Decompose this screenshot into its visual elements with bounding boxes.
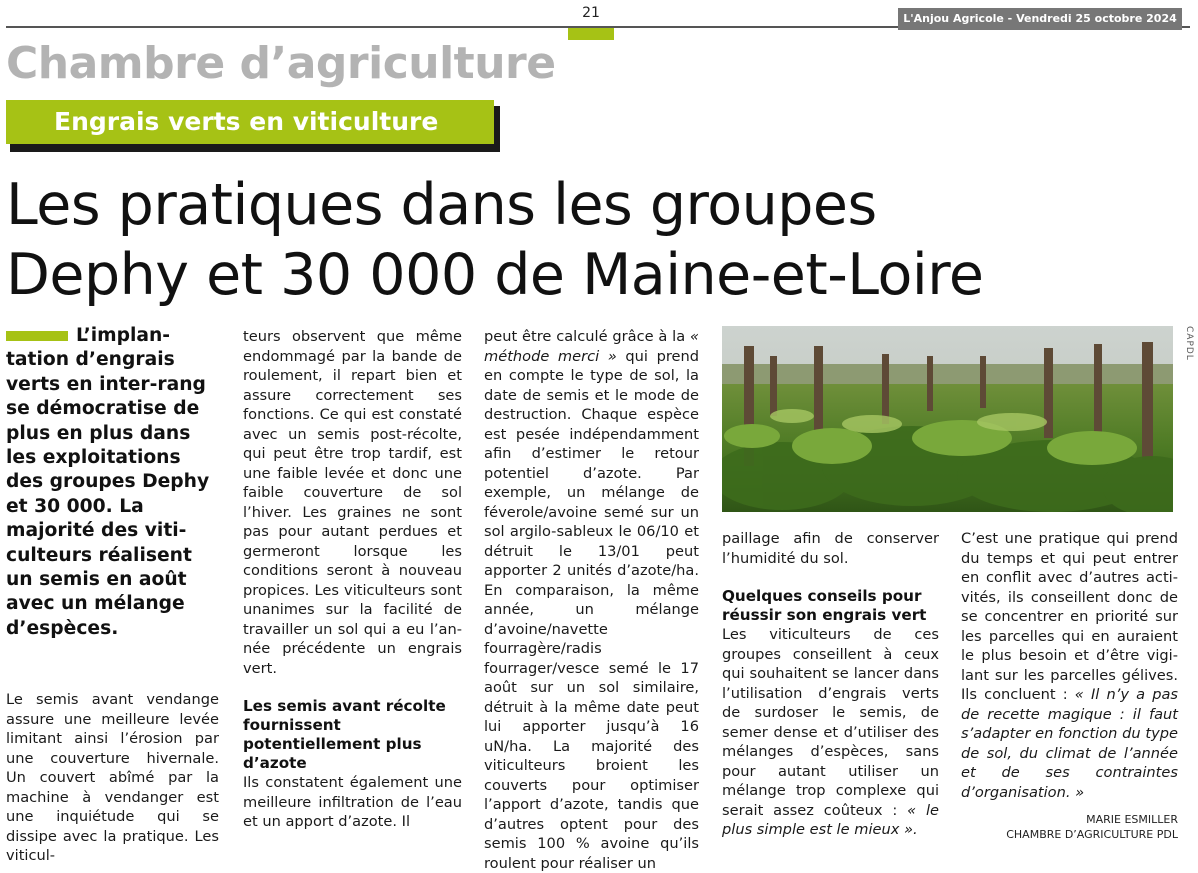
quote-conclusion: « Il n’y a pas de recette magique : il faut s’adapter en fonction du type de sol, du climat de l’année et de ses contraintes d’organisation. » xyxy=(961,686,1179,801)
signature xyxy=(961,812,1178,842)
masthead: L'Anjou Agricole - Vendredi 25 octobre 2024 xyxy=(898,8,1182,30)
kicker: Engrais verts en viticulture xyxy=(6,100,494,144)
column-2 xyxy=(243,327,462,832)
column-5-text: C’est une pratique qui prend du temps et qui peut entrer en conflit avec d’autres activités, ils conseillent donc de se concentrer en priorité sur les parcelles qui en auraient le plus besoin et d’être vigilant sur les parcelles gélives. Ils concluent : « Il n’y a pas de recette magique : il faut s’adapter en fonction du type de sol, du climat de l’année et de ses contraintes d’organisation. » xyxy=(961,530,1179,801)
column-1-body xyxy=(6,690,219,866)
column-3-text: peut être calculé grâce à la « méthode merci » qui prend en compte le type de sol, la date de semis et le mode de destruction. Chaque espèce est pesée indépendamment afin d’estimer le retour potentiel d’azote. Par exemple, un mélange de féverole/avoine semé sur un sol argilo-sableux le 06/10 et détruit le 13/01 peut apporter 2 unités d’azote/ha. En comparaison, la même année, un mélange d’avoine/navette fourragère/radis fourrager/vesce semé le 17 août sur un sol similaire, détruit à la même date peut lui apporter jusqu’à 16 uN/ha. La majorité des viticulteurs broient les couverts pour optimiser l’apport d’azote, tandis que d’autres optent pour des semis 100 % avoine qu’ils roulent pour réaliser un xyxy=(484,328,699,872)
page-tab-marker xyxy=(568,28,614,40)
lead-text: L’implantation d’engrais verts en inter-rang se démocratise de plus en plus dans les exploitations des groupes Dephy et 30 000. La majorité des viticulteurs réalisent un semis en août avec un mélange d’espèces. xyxy=(6,325,210,639)
column-4-text: paillage afin de conserver l’humidité du sol. xyxy=(722,530,939,567)
headline-line-1: Les pratiques dans les groupes xyxy=(6,172,877,238)
headline xyxy=(6,170,1192,310)
author-org: CHAMBRE D’AGRICULTURE PDL xyxy=(1006,828,1178,841)
column-5 xyxy=(961,529,1178,802)
column-4 xyxy=(722,529,939,840)
column-1-text: Le semis avant vendange assure une meilleure levée limitant ainsi l’érosion par une couverture hivernale. Un couvert abîmé par la machine à vendanger est une inquiétude qui se dissipe avec la pratique. Les viticul- xyxy=(6,691,219,864)
subhead-conseils: Quelques conseils pour réussir son engrais vert xyxy=(722,587,927,624)
section-title: Chambre d’agriculture xyxy=(6,38,556,89)
column-4-text-2: Les viticulteurs de ces groupes conseillent à ceux qui souhaitent se lancer dans l’utilisation d’engrais verts de surdoser le semis, de semer dense et d’utiliser des mélanges d’espèces, sans pour autant utiliser un mélange trop complexe qui serait assez coûteux : « le plus simple est le mieux ». xyxy=(722,626,939,838)
lead-column xyxy=(6,324,219,641)
column-2-text-2: Ils constatent également une meilleure infiltration de l’eau et un apport d’azote. Il xyxy=(243,774,462,830)
page-number: 21 xyxy=(582,5,600,21)
quote-simple: « le plus simple est le mieux ». xyxy=(722,801,939,838)
column-3 xyxy=(484,327,699,873)
lead-paragraph xyxy=(6,324,219,641)
photo-credit: CAPDL xyxy=(1184,326,1194,361)
vineyard-photo xyxy=(722,326,1173,512)
subhead-semis: Les semis avant récolte fournissent potentiellement plus d’azote xyxy=(243,697,446,772)
lead-marker xyxy=(6,331,68,341)
column-2-text: teurs observent que même endommagé par la bande de roulement, il repart bien et assure correctement ses fonctions. Ce qui est constaté avec un semis post-récolte, qui peut être trop tardif, est une faible levée et donc une faible couverture de sol l’hiver. Les graines ne sont pas pour autant perdues et germeront lorsque les conditions seront à nouveau propices. Les viticulteurs sont unanimes sur la facilité de travailler un sol qui a eu l’année précédente un engrais vert. xyxy=(243,328,462,677)
methode-merci: « méthode merci » xyxy=(484,328,699,365)
author-name: MARIE ESMILLER xyxy=(1086,813,1178,826)
headline-line-2: Dephy et 30 000 de Maine-et-Loire xyxy=(6,242,984,308)
